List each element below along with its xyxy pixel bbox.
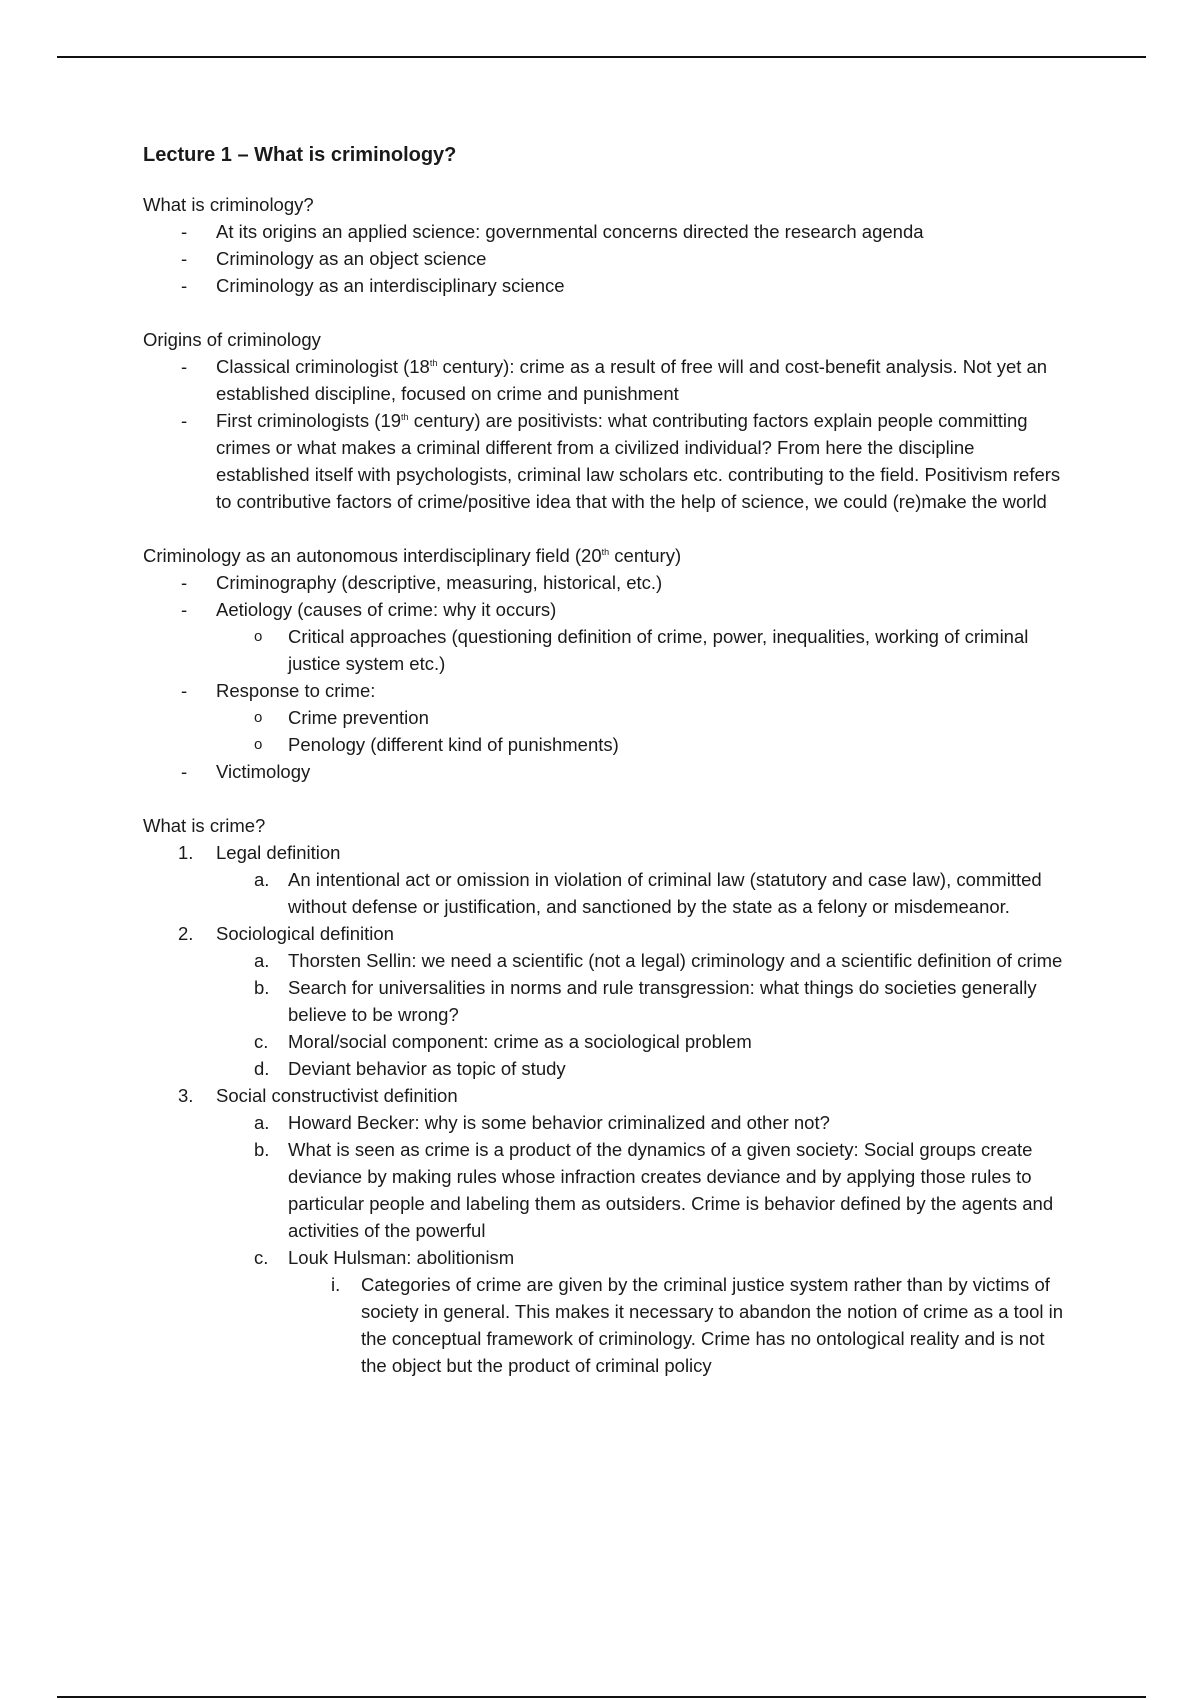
numbered-item: 2. Sociological definition bbox=[178, 923, 394, 944]
numbered-item: 3. Social constructivist definition bbox=[178, 1085, 458, 1106]
lettered-item: d. Deviant behavior as topic of study bbox=[254, 1058, 566, 1079]
section-heading: Origins of criminology bbox=[143, 329, 321, 350]
bullet-dash: - bbox=[181, 275, 188, 296]
sub-list-item: o Penology (different kind of punishments) bbox=[143, 731, 1073, 758]
list-item: - Criminology as an object science bbox=[143, 245, 1073, 272]
list-item: - Response to crime: bbox=[143, 677, 1073, 704]
bullet-circle: o bbox=[254, 628, 263, 645]
lettered-item: b. Search for universalities in norms and rule transgression: what things do societies generally believe to be wrong? bbox=[254, 977, 1037, 1025]
top-rule bbox=[57, 56, 1146, 58]
section-what-is-crime bbox=[143, 812, 1073, 1379]
section-what-is-criminology bbox=[143, 191, 1073, 299]
numbered-item: 1. Legal definition bbox=[178, 842, 341, 863]
bullet-dash: - bbox=[181, 572, 188, 593]
bullet-circle: o bbox=[254, 709, 263, 726]
lettered-item: a. Thorsten Sellin: we need a scientific (not a legal) criminology and a scientific definition of crime bbox=[254, 950, 1063, 971]
section-heading: Criminology as an autonomous interdisciplinary field (20th century) bbox=[143, 545, 682, 566]
document-body bbox=[143, 142, 1073, 1406]
list-item: - First criminologists (19th century) are positivists: what contributing factors explain people committing crimes or what makes a criminal different from a civilized individual? From here the discipline established itself with psychologists, criminal law scholars etc. contributing to the field. Positivism refers to contributive factors of crime/positive idea that with the help of science, we could (re)make the world bbox=[143, 407, 1073, 515]
bullet-dash: - bbox=[181, 248, 188, 269]
page-title: Lecture 1 – What is criminology? bbox=[143, 144, 457, 166]
lettered-item: a. An intentional act or omission in violation of criminal law (statutory and case law), committed without defense or justification, and sanctioned by the state as a felony or misdemeanor. bbox=[254, 869, 1042, 917]
bullet-dash: - bbox=[181, 680, 188, 701]
bullet-circle: o bbox=[254, 736, 263, 753]
list-item: - Criminography (descriptive, measuring, historical, etc.) bbox=[143, 569, 1073, 596]
bullet-dash: - bbox=[181, 761, 188, 782]
section-autonomous-field bbox=[143, 542, 1073, 785]
section-heading: What is crime? bbox=[143, 815, 266, 836]
bullet-dash: - bbox=[181, 356, 188, 377]
lettered-item: a. Howard Becker: why is some behavior criminalized and other not? bbox=[254, 1112, 830, 1133]
list-item: - Aetiology (causes of crime: why it occurs) bbox=[143, 596, 1073, 623]
lettered-item: c. Moral/social component: crime as a sociological problem bbox=[254, 1031, 752, 1052]
sub-list-item: o Critical approaches (questioning definition of crime, power, inequalities, working of criminal justice system etc.) bbox=[143, 623, 1073, 677]
list-item: - Criminology as an interdisciplinary science bbox=[143, 272, 1073, 299]
lettered-item: c. Louk Hulsman: abolitionism bbox=[254, 1247, 515, 1268]
bullet-dash: - bbox=[181, 221, 188, 242]
lettered-item: b. What is seen as crime is a product of the dynamics of a given society: Social groups create deviance by making rules whose infraction creates deviance and by applying those rules to particular people and labeling them as outsiders. Crime is behavior defined by the agents and activities of the powerful bbox=[254, 1139, 1054, 1241]
bottom-rule bbox=[57, 1696, 1146, 1698]
section-origins bbox=[143, 326, 1073, 515]
bullet-dash: - bbox=[181, 410, 188, 431]
list-item: - Victimology bbox=[143, 758, 1073, 785]
section-heading: What is criminology? bbox=[143, 194, 314, 215]
list-item: - Classical criminologist (18th century): crime as a result of free will and cost-benefit analysis. Not yet an established discipline, focused on crime and punishment bbox=[143, 353, 1073, 407]
roman-item: i. Categories of crime are given by the criminal justice system rather than by victims of society in general. This makes it necessary to abandon the notion of crime as a tool in the conceptual framework of criminology. Crime has no ontological reality and is not the object but the product of criminal policy bbox=[331, 1274, 1064, 1376]
list-item: - At its origins an applied science: governmental concerns directed the research agenda bbox=[143, 218, 1073, 245]
sub-list-item: o Crime prevention bbox=[143, 704, 1073, 731]
bullet-dash: - bbox=[181, 599, 188, 620]
